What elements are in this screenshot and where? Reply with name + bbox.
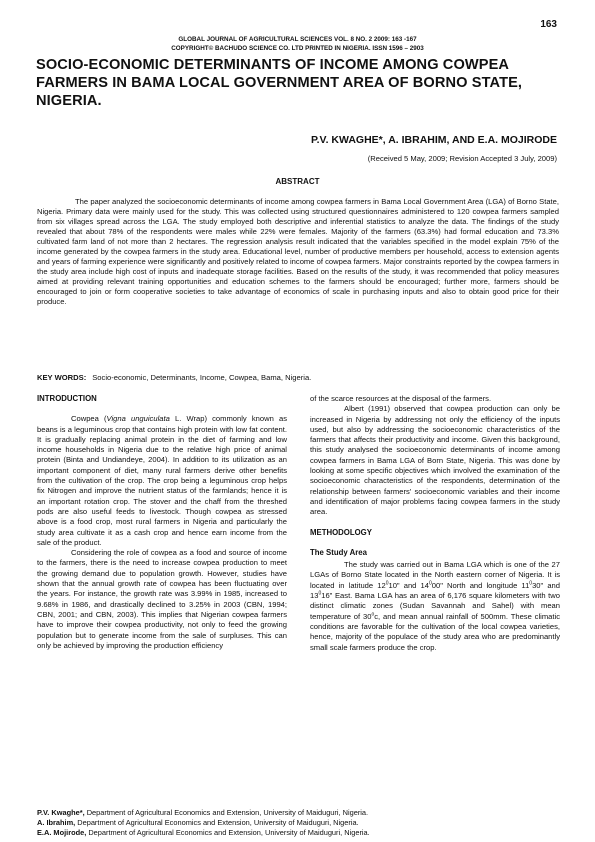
study-area-text-d: 30" and 13 bbox=[310, 580, 561, 601]
authors: P.V. KWAGHE*, A. IBRAHIM, AND E.A. MOJIRODE bbox=[310, 134, 557, 146]
keywords bbox=[37, 373, 559, 382]
study-area-text-f: c, and mean annual rainfall of 500mm. These climatic conditions are favorable for the cultivation of the local cowpea varieties, hence, majority of the populace of the study area who are predominantly small scale farmers produce the crop. bbox=[310, 611, 560, 652]
study-area-text-a: The study was carried out in Bama LGA which is one of the 27 LGAs of Borno State located in the North eastern corner of Nigeria. It is located in latitude 12 bbox=[310, 560, 560, 590]
author-affiliations bbox=[37, 808, 559, 838]
journal-header bbox=[0, 35, 595, 53]
keywords-list: Socio-economic, Determinants, Income, Cowpea, Bama, Nigeria. bbox=[92, 373, 312, 382]
study-area-heading: The Study Area bbox=[310, 547, 367, 557]
affiliation-text: Department of Agricultural Economics and Extension, University of Maiduguri, Nigeria. bbox=[84, 808, 369, 817]
right-column bbox=[310, 394, 560, 653]
intro-p1-rest: L. Wrap) commonly known as beans is a leguminous crop that contains high protein with low fat content. It is gradually replacing animal protein in the diet of farming and low income households in Nigeria due to the relative high price of animal protein (Binta and Undiandeye, 2004). In addition to its utilization as an important component of diet, many rural farmers derive other benefits from the cultivation of the crop. The crop being a leguminous crop helps fix Nitrogen and improve the nutrient status of the farmlands; hence it is an important rotation crop. The stover and the chaff from the threshed pods are also useful feeds to livestock. Though cowpea as stressed above is a food crop, most rural farmers in Nigeria and particularly the study area cultivate it as a cash crop and hence earn income from the sale of the product. bbox=[37, 414, 287, 547]
intro-paragraph-1 bbox=[37, 414, 287, 548]
received-dates: (Received 5 May, 2009; Revision Accepted 3 July, 2009) bbox=[367, 154, 557, 163]
intro-paragraph-continued: of the scarce resources at the disposal of the farmers. bbox=[310, 394, 492, 403]
affiliation-text: Department of Agricultural Economics and Extension, University of Maiduguri, Nigeria. bbox=[86, 828, 370, 837]
affiliation-name: A. Ibrahim, bbox=[37, 818, 76, 827]
paper-title: SOCIO-ECONOMIC DETERMINANTS OF INCOME AMONG COWPEA FARMERS IN BAMA LOCAL GOVERNMENT AREA OF BORNO STATE, NIGERIA. bbox=[36, 57, 523, 109]
degree-symbol: 0 bbox=[529, 580, 533, 587]
degree-symbol: 0 bbox=[428, 580, 432, 587]
affiliation-text: Department of Agricultural Economics and Extension, University of Maiduguri, Nigeria. bbox=[75, 818, 359, 827]
abstract-body: The paper analyzed the socioeconomic determinants of income among cowpea farmers in Bama Local Government Area (LGA) of Borno State, Nigeria. Primary data were mainly used for the study. This was collected using structured questionnaires administered to 120 cowpea farmers sampled from six villages spread across the LGA. The study employed both descriptive and inferential statistics to analyze the data. The findings of the study revealed that about 78% of the respondents were males while 22% were females. Majority of the farmers (63.3%) had formal education and 73.3% cultivated farm land of not more than 2 hectares. The regression analysis result indicated that the variables specified in the model explain 75% of the income generated by the cowpea farmers in the study area. Educational level, number of productive members per household, access to extension agents and years of farming experience were significantly and positively related to income of cowpea farmers. Major constraints reported by the cowpea farmers in the study area include high cost of inputs and inadequate storage facilities. Based on the results of the study, it was recommended that policy measures aimed at providing relevant training opportunities and education schemes to the farmers should be encouraged; further more, farmers should be encouraged to join or form cooperative societies to take advantage of economics of scale in purchasing inputs and also to obtain good price for their produce. bbox=[37, 197, 559, 307]
study-area-paragraph bbox=[310, 560, 560, 653]
affiliation-name: E.A. Mojirode, bbox=[37, 828, 87, 837]
intro-p1-start: Cowpea ( bbox=[71, 414, 107, 424]
degree-symbol: 0 bbox=[318, 590, 322, 597]
keywords-label: KEY WORDS: bbox=[37, 373, 87, 382]
abstract-heading: ABSTRACT bbox=[275, 177, 320, 186]
affiliation-3 bbox=[37, 828, 559, 838]
degree-symbol: o bbox=[371, 611, 375, 618]
study-area-text-e: 16" East. Bama LGA has an area of 6,176 square kilometers with two distinct climatic zones (Sudan Savannah and Sahel) with mean temperature of 30 bbox=[310, 591, 560, 621]
affiliation-1 bbox=[37, 808, 559, 818]
degree-symbol: 0 bbox=[385, 580, 389, 587]
journal-header-line-1: GLOBAL JOURNAL OF AGRICULTURAL SCIENCES VOL. 8 NO. 2 2009: 163 -167 bbox=[178, 36, 417, 43]
study-area-text-c: 00" North and longitude 11 bbox=[431, 580, 530, 590]
introduction-heading: INTRODUCTION bbox=[37, 394, 97, 403]
affiliation-name: P.V. Kwaghe*, bbox=[37, 808, 85, 817]
page-number: 163 bbox=[540, 19, 557, 30]
left-column bbox=[37, 394, 287, 651]
affiliation-2 bbox=[37, 818, 559, 828]
journal-header-line-2: COPYRIGHT© BACHUDO SCIENCE CO. LTD PRINTED IN NIGERIA. ISSN 1596 – 2903 bbox=[171, 45, 424, 52]
methodology-heading: METHODOLOGY bbox=[310, 527, 372, 537]
intro-paragraph-3: Albert (1991) observed that cowpea production can only be increased in Nigeria by addressing not only the efficiency of the inputs used, but also by addressing the socioeconomic characteristics of the farmers that affects their productivity and income. Given this background, this study analysed the socioeconomic determinants of income among cowpea farmers in Bama LGA of Born State, Nigeria. This was done by looking at some specific objectives which involved the examination of the socioeconomic characteristics of the respondents, determination of the relationship between farmers' socioeconomic variables and their income and identification of major problems facing cowpea farmers in the study area. bbox=[310, 404, 560, 517]
intro-paragraph-2: Considering the role of cowpea as a food and source of income to the farmers, there is the need to increase cowpea production to meet the growing demand due to population growth. However, studies have shown that the annual growth rate of cowpea has been fluctuating over the years. For instance, the growth rate was 3.99% in 1985, increased to 9.68% in 1986, and drastically declined to 3.25% in 2003 (CBN, 1994; CBN, 2001; and CBN, 2003). This implies that Nigerian cowpea farmers have to improve their cowpea productivity, not only to feed the growing population but to generate income from the sale of surpluses. This can only be achieved by improving the production efficiency bbox=[37, 548, 287, 650]
study-area-text-b: 10" and 14 bbox=[388, 580, 429, 590]
scientific-name: Vigna unguiculata bbox=[106, 414, 170, 424]
